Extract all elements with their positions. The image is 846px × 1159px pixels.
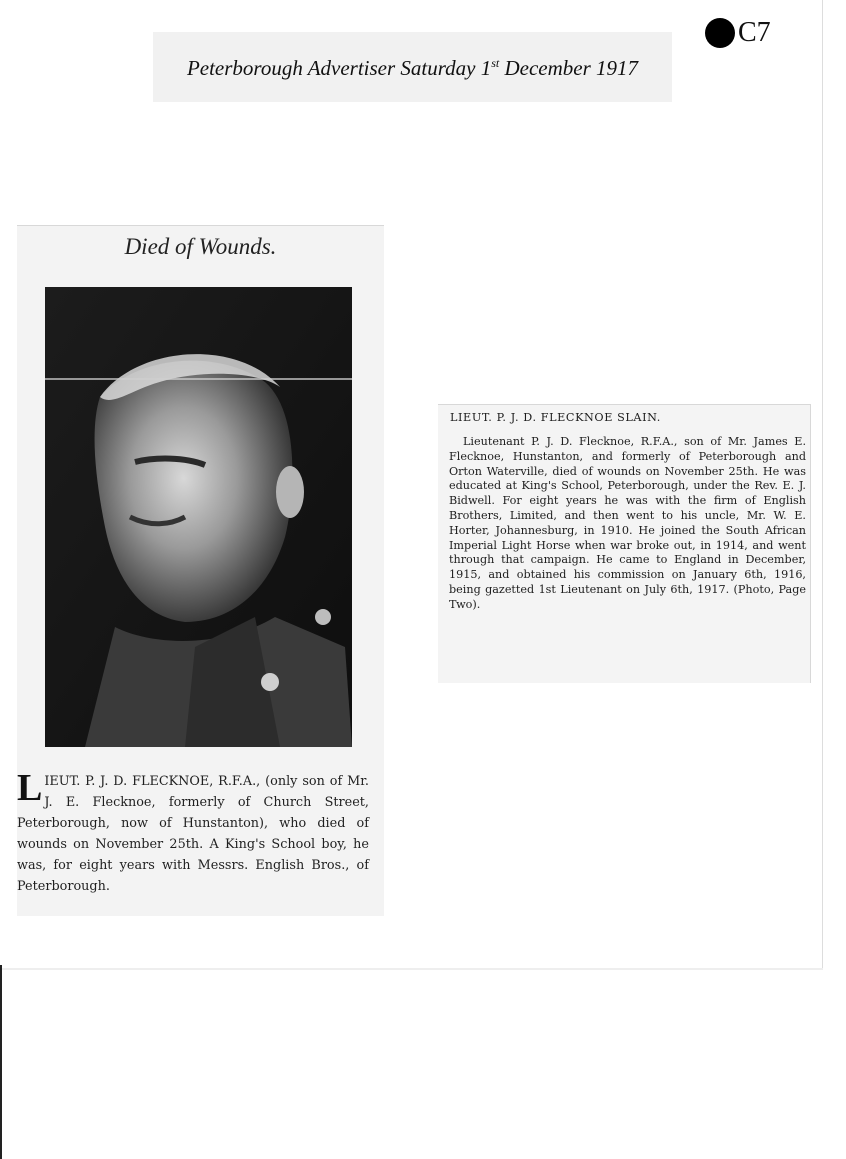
scan-edge-right bbox=[822, 0, 823, 970]
article-body: Lieutenant P. J. D. Flecknoe, R.F.A., son of Mr. James E. Flecknoe, Hunstanton, and formerly of Peterborough and Orton Waterville, died of wounds on November 25th. He was educated at King's School, Peterborough, under the Rev. E. J. Bidwell. For eight years he was with the firm of English Brothers, Limited, and then went to his uncle, Mr. W. E. Horter, Johannesburg, in 1910. He joined the South African Imperial Light Horse when war broke out, in 1914, and went through that campaign. He came to England in December, 1915, and obtained his commission on January 6th, 1916, being gazetted 1st Lieutenant on July 6th, 1917. (Photo, Page Two). bbox=[449, 435, 806, 611]
caption-dropcap: L bbox=[17, 767, 43, 809]
obituary-clipping-right bbox=[438, 404, 811, 683]
article-title: LIEUT. P. J. D. FLECKNOE SLAIN. bbox=[450, 411, 661, 424]
portrait-photo bbox=[45, 287, 352, 747]
reference-dot-icon bbox=[705, 18, 735, 48]
portrait-photo-icon bbox=[45, 287, 352, 747]
reference-code: C7 bbox=[738, 17, 771, 48]
clipping-heading: Died of Wounds. bbox=[124, 234, 277, 259]
header-strip bbox=[153, 32, 672, 102]
scan-edge-bottom bbox=[0, 968, 823, 970]
scan-edge-left bbox=[0, 965, 2, 1159]
photo-caption bbox=[17, 767, 369, 897]
caption-text: IEUT. P. J. D. FLECKNOE, R.F.A., (only son of Mr. J. E. Flecknoe, formerly of Church Street, Peterborough, now of Hunstanton), who died of wounds on November 25th. A King's School boy, he was, for eight years with Messrs. English Bros., of Peterborough. bbox=[17, 774, 369, 894]
page-title: Peterborough Advertiser Saturday 1st December 1917 bbox=[186, 56, 639, 80]
obituary-clipping-left bbox=[17, 225, 384, 916]
